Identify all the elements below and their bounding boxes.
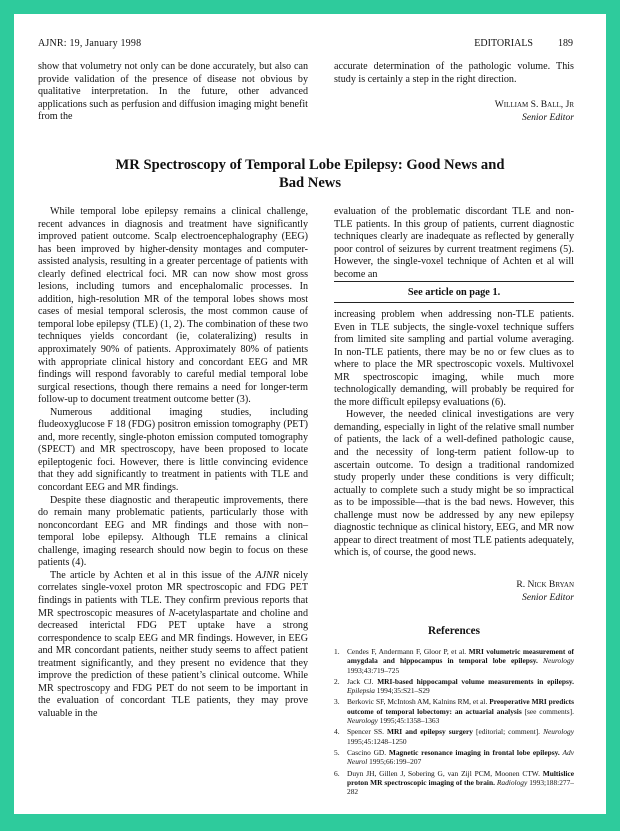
reference-number: 2.: [334, 676, 340, 686]
editorial-role: Senior Editor: [522, 592, 574, 603]
section-name: EDITORIALS: [474, 38, 533, 49]
italic-letter: N: [168, 607, 176, 619]
editorial-right-column-top: [334, 206, 574, 281]
reference-item: [334, 769, 574, 797]
reference-number: 1.: [334, 647, 340, 656]
reference-number: 6.: [334, 768, 340, 778]
reference-detail: 1995;45:1358–1363: [377, 716, 440, 726]
page-border-bottom: [0, 814, 620, 831]
reference-title: Magnetic resonance imaging in frontal lobe epilepsy.: [388, 747, 560, 757]
body-paragraph: However, the needed clinical investigations are very demanding, especially in light of the relative small number of patients, the lack of a well-defined pathologic cause, and the necessity of long-term patient follow-up to ascertain outcome. To design a traditional randomized study properly under these conditions is very difficult; actually to complete such a study might be so impractical as to be impossible—that is the bad news. However, this challenge must now be addressed by any new epilepsy diagnostic technique as clinical history, EEG, and MR now appear to direct treatment of most TLE patients adequately, which is, of course, the good news.: [334, 409, 574, 559]
reference-number: 3.: [334, 697, 340, 707]
reference-title: MRI and epilepsy surgery: [386, 727, 473, 737]
reference-authors: Jack CJ.: [347, 676, 378, 686]
reference-authors: Cendes F, Andermann F, Gloor P, et al.: [347, 647, 469, 656]
prev-editorial-role: Senior Editor: [522, 112, 574, 123]
body-paragraph: [38, 570, 308, 721]
editorial-title: MR Spectroscopy of Temporal Lobe Epilepsy: Good News and Bad News: [115, 157, 505, 191]
prev-editorial-paragraph-end: accurate determination of the pathologic volume. This study is certainly a step in the right direction.: [334, 61, 574, 85]
reference-journal: Neurology: [543, 727, 574, 737]
body-paragraph-continued: evaluation of the problematic discordant TLE and non-TLE patients. In this group of patients, current diagnostic techniques clearly are inadequate as reflected by generally poor control of seizures by current treatment regimens (5). However, the single-voxel technique of Achten et al will become an: [334, 206, 574, 280]
reference-detail: 1993;188:277–282: [347, 777, 574, 797]
text-run: -acetylaspartate and choline and decreased interictal FDG PET uptake have a strong correspondence to scalp EEG and MR findings. However, in EEG and MR concordant patients, neither study seems to affect patient treatment significantly, and they present no evidence that they improve the prediction of these patient’s clinical outcome. While MR spectroscopy and FDG PET do not seem to be important in the evaluation of concordant TLE patients, they may prove valuable in the: [38, 607, 308, 719]
editorial-left-column: [38, 206, 308, 720]
page-border-top: [0, 0, 620, 14]
reference-number: 5.: [334, 747, 340, 757]
reference-journal: Neurology: [347, 716, 378, 726]
prev-editorial-author: William S. Ball, Jr: [494, 99, 574, 110]
reference-item: [334, 677, 574, 696]
reference-detail: 1995;66:199–207: [367, 757, 422, 767]
reference-authors: Duyn JH, Gillen J, Sobering G, van Zijl PCM, Moonen CTW.: [347, 768, 543, 778]
reference-journal: Epilepsia: [347, 686, 375, 696]
page-border-left: [0, 0, 14, 831]
prev-editorial-paragraph: show that volumetry not only can be done accurately, but also can provide validation of the presence of disease not obvious by qualitative interpretation. In the future, other advanced applications such as perfusion and diffusion imaging might benefit from the: [38, 61, 308, 123]
reference-title: Preoperative MRI predicts outcome of temporal lobectomy: an actuarial analysis: [347, 697, 574, 716]
page-border-right: [606, 0, 620, 831]
text-run: nicely correlates single-voxel proton MR spectroscopic and FDG PET findings in patients with TLE. They confirm previous reports that MR spectroscopic measures of: [38, 569, 309, 619]
reference-journal: Neurology: [543, 656, 574, 666]
reference-item: [334, 727, 574, 746]
editorial-right-column-bottom: [334, 309, 574, 560]
reference-item: [334, 697, 574, 725]
page-number: 189: [558, 38, 573, 49]
reference-title: MRI volumetric measurement of amygdala and hippocampus in temporal lobe epilepsy.: [347, 647, 574, 666]
reference-number: 4.: [334, 727, 340, 737]
reference-note: [see comments].: [521, 706, 574, 716]
running-header-journal: AJNR: 19, January 1998: [38, 38, 142, 49]
reference-authors: Spencer SS.: [347, 727, 387, 737]
prev-editorial-signature: [334, 98, 574, 124]
running-header-right: [0, 38, 573, 49]
prev-editorial-left-text: [38, 61, 308, 124]
reference-authors: Berkovic SF, McIntosh AM, Kalnins RM, et al.: [347, 697, 490, 707]
reference-detail: 1994;35:S21–S29: [374, 686, 430, 696]
body-paragraph: Numerous additional imaging studies, including fludeoxyglucose F 18 (FDG) positron emission tomography (PET) and, more recently, single-photon emission computed tomography (SPECT) and MR spectroscopy, have been proposed to locate epileptogenic foci. However, there is little convincing evidence that they add significantly to treatment in patients with TLE and concordant EEG and MR findings.: [38, 406, 308, 494]
body-paragraph: Despite these diagnostic and therapeutic improvements, there do remain many problematic patients, particularly those with nonconcordant EEG and MR findings and those with non–temporal lobe epilepsy. Although TLE remains a clinical challenge, imaging research should now begin to focus on these patients (4).: [38, 494, 308, 569]
references-heading: References: [428, 625, 480, 637]
reference-title: MRI-based hippocampal volume measurements in epilepsy.: [377, 676, 575, 686]
prev-editorial-right-text: [334, 61, 574, 86]
see-article-box: See article on page 1.: [334, 281, 574, 303]
journal-name: AJNR: [255, 569, 279, 581]
body-paragraph: While temporal lobe epilepsy remains a clinical challenge, recent advances in diagnosis and treatment have significantly improved patient outcome. Scalp electroencephalography (EEG) has been improved by higher-density montages and computer-assisted analysis, resulting in a greater percentage of patients with clearly defined electrical foci. MR can now show most gross lesions, including tumors and encephalomalic processes. In addition, high-resolution MR of the temporal lobes shows most cases of mesial temporal sclerosis, the most common cause of temporal lobe epilepsy (TLE) (1, 2). The combination of these two techniques yields concordant (ie, colateralizing) results in approximately 90% of patients. Approximately 80% of patients with appropriate clinical history and concordant EEG and MR findings will respond favorably to careful medial temporal lobe surgical resections, though there remains a need for longer-term follow-up to document treatment outcome better (3).: [38, 206, 308, 406]
reference-detail: 1993;43:719–725: [347, 665, 400, 675]
reference-title: Multislice proton MR spectroscopic imaging of the brain.: [347, 768, 574, 787]
reference-item: [334, 647, 574, 675]
editorial-author: R. Nick Bryan: [516, 579, 574, 590]
reference-item: [334, 748, 574, 767]
reference-detail: 1995;45:1248–1250: [347, 736, 407, 746]
reference-authors: Cascino GD.: [347, 747, 389, 757]
body-paragraph: increasing problem when addressing non-TLE patients. Even in TLE subjects, the single-voxel technique suffers from limited site sampling and partial volume averaging. In non-TLE patients, there may be no or few clues as to where to place the MR spectroscopic voxels. Multivoxel MR spectroscopic imaging, while much more technologically demanding, will probably be required for the more difficult epilepsy evaluations (6).: [334, 309, 574, 408]
editorial-signature: [334, 578, 574, 604]
reference-journal: Radiology: [496, 777, 528, 787]
reference-note: [editorial; comment].: [472, 727, 544, 737]
reference-journal: Adv Neurol: [347, 747, 574, 767]
references-list: [334, 647, 574, 798]
text-run: The article by Achten et al in this issue of the: [50, 569, 256, 581]
